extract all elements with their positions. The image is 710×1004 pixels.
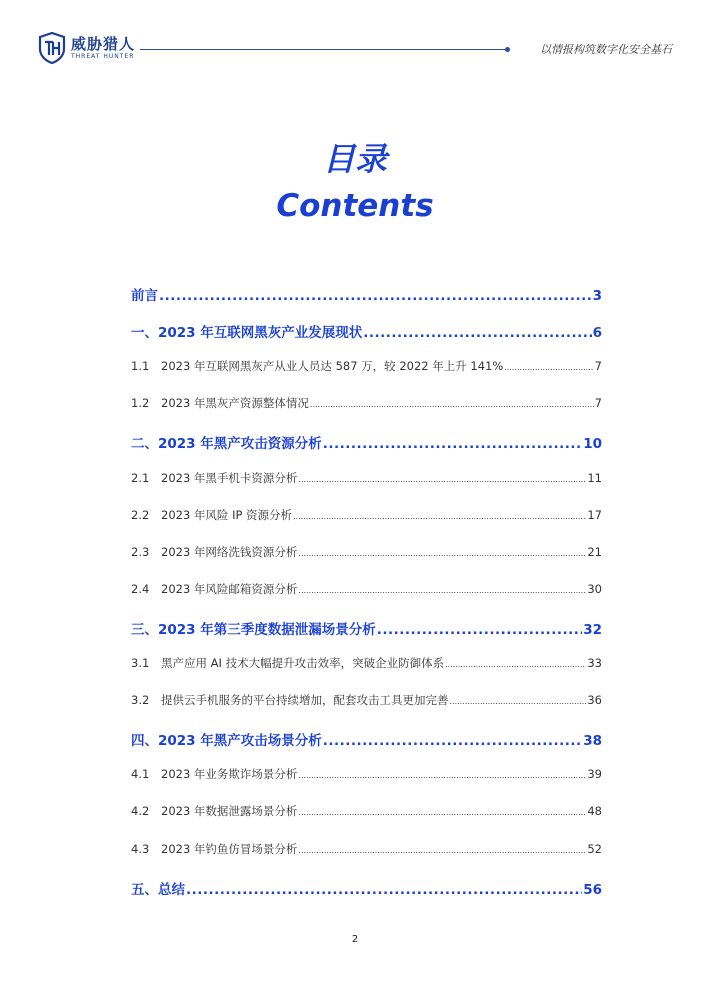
toc-entry-number: 2.4 [131, 581, 150, 596]
toc-entry-label [131, 655, 444, 671]
toc-leader-dots [159, 288, 592, 304]
toc-leader-dots [445, 660, 586, 669]
toc-entry-page: 52 [587, 841, 602, 856]
toc-entry-page: 32 [583, 621, 602, 638]
toc-chapter-entry[interactable] [131, 284, 602, 304]
toc-entry-page: 11 [587, 470, 602, 485]
toc-entry-text: 提供云手机服务的平台持续增加，配套攻击工具更加完善 [161, 693, 449, 708]
toc-entry-label [131, 358, 503, 374]
toc-entry-label [131, 544, 297, 560]
toc-entry-text: 2023 年风险邮箱资源分析 [161, 581, 298, 596]
toc-chapter-entry[interactable] [131, 618, 602, 638]
toc-section-entry[interactable] [131, 841, 602, 857]
toc-entry-text: 2023 年互联网黑灰产从业人员达 587 万，较 2022 年上升 141% [161, 359, 504, 374]
toc-entry-number: 1.1 [131, 359, 150, 374]
toc-entry-text: 一、2023 年互联网黑灰产业发展现状 [131, 325, 363, 342]
toc-entry-label [131, 692, 449, 708]
toc-entry-text: 2023 年业务欺诈场景分析 [161, 767, 298, 782]
toc-entry-page: 33 [587, 656, 602, 670]
page-number: 2 [351, 934, 359, 945]
toc-leader-dots [298, 771, 586, 780]
toc-entry-text: 2023 年钓鱼仿冒场景分析 [161, 841, 298, 856]
toc-entry-text: 五、总结 [131, 881, 185, 898]
toc-chapter-entry[interactable] [131, 878, 602, 898]
logo-text-en: THREAT HUNTER [71, 52, 135, 60]
toc-leader-dots [310, 400, 594, 409]
toc-entry-label [131, 581, 297, 597]
toc-leader-dots [377, 622, 582, 638]
toc-leader-dots [298, 846, 586, 855]
toc-leader-dots [323, 436, 582, 452]
toc-entry-page: 56 [583, 881, 602, 898]
toc-entry-text: 前言 [131, 288, 158, 304]
toc-leader-dots [323, 733, 582, 749]
toc-leader-dots [504, 363, 593, 372]
toc-chapter-entry[interactable] [131, 432, 602, 452]
toc-entry-page: 30 [587, 581, 602, 596]
toc-entry-text: 三、2023 年第三季度数据泄漏场景分析 [131, 621, 376, 638]
toc-entry-page: 38 [583, 733, 602, 750]
toc-entry-page: 39 [587, 767, 602, 782]
toc-entry-label [131, 729, 322, 749]
toc-entry-number: 3.2 [131, 693, 150, 708]
toc-entry-page: 7 [594, 396, 602, 411]
toc-entry-label [131, 841, 297, 857]
toc-entry-label [131, 803, 297, 819]
toc-entry-page: 6 [592, 325, 602, 342]
toc-leader-dots [298, 808, 586, 817]
header-slogan: 以情报构筑数字化安全基石 [540, 43, 672, 56]
toc-entry-number: 1.2 [131, 396, 150, 411]
toc-entry-label [131, 432, 322, 452]
toc-entry-page: 21 [587, 544, 602, 559]
toc-section-entry[interactable] [131, 544, 602, 560]
toc-entry-number: 4.2 [131, 804, 150, 819]
toc-entry-number: 4.3 [131, 841, 150, 856]
toc-section-entry[interactable] [131, 766, 602, 782]
toc-entry-text: 2023 年网络洗钱资源分析 [161, 544, 298, 559]
toc-entry-text: 2023 年黑灰产资源整体情况 [161, 396, 309, 411]
toc-entry-text: 四、2023 年黑产攻击场景分析 [131, 733, 322, 750]
toc-entry-label [131, 395, 309, 411]
toc-title-cn: 目录 [322, 140, 387, 178]
toc-entry-number: 2.2 [131, 507, 150, 522]
toc-section-entry[interactable] [131, 358, 602, 374]
toc-leader-dots [298, 475, 586, 484]
toc-entry-label [131, 470, 297, 486]
toc-section-entry[interactable] [131, 655, 602, 671]
toc-entry-text: 二、2023 年黑产攻击资源分析 [131, 436, 322, 453]
toc-entry-number: 2.3 [131, 544, 150, 559]
toc-entry-label [131, 284, 158, 304]
toc-entry-label [131, 878, 185, 898]
toc-section-entry[interactable] [131, 470, 602, 486]
toc-section-entry[interactable] [131, 581, 602, 597]
toc-leader-dots [298, 586, 586, 595]
toc-entry-page: 17 [587, 507, 602, 522]
toc-entry-page: 36 [587, 693, 602, 708]
toc-entry-label [131, 321, 362, 341]
toc-title-en: Contents [276, 188, 434, 224]
toc-chapter-entry[interactable] [131, 321, 602, 341]
toc-section-entry[interactable] [131, 803, 602, 819]
toc-entry-number: 4.1 [131, 767, 150, 782]
toc-leader-dots [450, 697, 587, 706]
toc-section-entry[interactable] [131, 395, 602, 411]
toc-entry-number: 3.1 [131, 656, 150, 670]
toc-entry-label [131, 618, 376, 638]
toc-entry-text: 2023 年黑手机卡资源分析 [161, 470, 298, 485]
toc-entry-page: 48 [587, 804, 602, 819]
toc-entry-number: 2.1 [131, 470, 150, 485]
toc-entry-page: 3 [592, 288, 602, 304]
logo-text-cn: 威胁猎人 [71, 34, 136, 53]
toc-section-entry[interactable] [131, 692, 602, 708]
toc-chapter-entry[interactable] [131, 729, 602, 749]
toc-entry-page: 7 [594, 359, 602, 374]
toc-entry-page: 10 [583, 436, 602, 453]
toc-entry-text: 黑产应用 AI 技术大幅提升攻击效率，突破企业防御体系 [161, 656, 445, 670]
toc-entry-label [131, 507, 292, 523]
toc-leader-dots [298, 549, 586, 558]
toc-leader-dots [186, 882, 582, 898]
toc-leader-dots [293, 512, 586, 521]
toc-entry-text: 2023 年数据泄露场景分析 [161, 804, 298, 819]
toc-entry-label [131, 766, 297, 782]
toc-leader-dots [363, 325, 591, 341]
toc-entry-text: 2023 年风险 IP 资源分析 [161, 507, 293, 522]
toc-section-entry[interactable] [131, 507, 602, 523]
